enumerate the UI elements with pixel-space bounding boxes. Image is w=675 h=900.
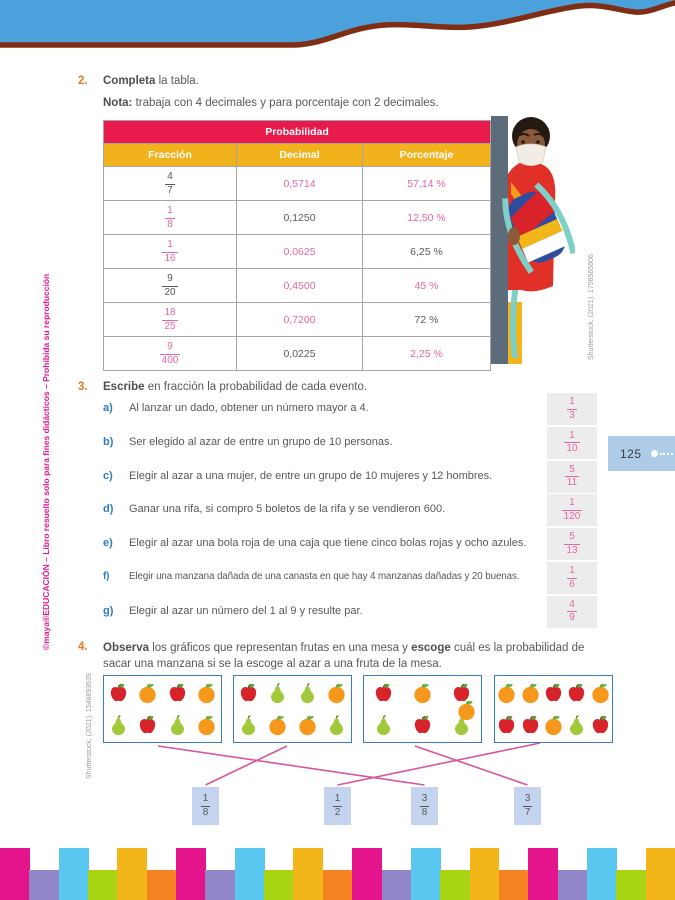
item-label: c) bbox=[103, 469, 113, 482]
orange-fruit bbox=[195, 714, 218, 737]
orange-icon bbox=[325, 682, 348, 705]
item-label: b) bbox=[103, 435, 114, 448]
exercise2-title-rest: la tabla. bbox=[155, 75, 199, 87]
item-text: Elegir al azar a una mujer, de entre un grupo de 10 mujeres y 12 hombres. bbox=[129, 469, 493, 482]
footer-bar bbox=[558, 870, 588, 900]
credit-left: Shutterstock, (2021). 1548893639 bbox=[86, 673, 93, 779]
fruit-box bbox=[494, 675, 613, 743]
apple-icon bbox=[589, 714, 612, 737]
orange-icon bbox=[589, 682, 612, 705]
exercise3-item bbox=[103, 436, 548, 448]
exercise2-title-bold: Completa bbox=[103, 75, 156, 87]
footer-bar bbox=[117, 848, 147, 900]
pear-fruit bbox=[166, 714, 189, 737]
fruit-row bbox=[104, 710, 221, 740]
item-label: a) bbox=[103, 402, 113, 414]
match-line bbox=[415, 746, 528, 785]
item-text: Elegir al azar una bola roja de una caja que tiene cinco bolas rojas y ocho azules. bbox=[129, 537, 527, 550]
pear-fruit bbox=[266, 682, 289, 705]
footer-bar bbox=[587, 848, 617, 900]
item-label: d) bbox=[103, 503, 114, 516]
apple-fruit bbox=[136, 714, 159, 737]
column-header-porcentaje: Porcentaje bbox=[363, 144, 491, 167]
orange-fruit bbox=[325, 682, 348, 705]
percentage-cell: 6,25 % bbox=[363, 235, 491, 269]
orange-fruit bbox=[411, 682, 434, 705]
fruit-row bbox=[234, 678, 351, 708]
orange-fruit bbox=[542, 714, 565, 737]
fruit-box bbox=[363, 675, 482, 743]
footer-bar bbox=[293, 848, 323, 900]
column-header-fraccion: Fracción bbox=[104, 144, 237, 167]
exercise3-item bbox=[103, 605, 548, 617]
table-row bbox=[104, 167, 491, 201]
table-row bbox=[104, 337, 491, 371]
item-label: e) bbox=[103, 537, 113, 550]
table-row bbox=[104, 303, 491, 337]
pear-fruit bbox=[296, 682, 319, 705]
apple-icon bbox=[237, 682, 260, 705]
credit-right: Shutterstock, (2021). 1798565806 bbox=[588, 254, 595, 360]
fraction-value: $\frac{1}{16}$ bbox=[164, 239, 176, 264]
orange-icon bbox=[195, 714, 218, 737]
apple-fruit bbox=[495, 714, 518, 737]
exercise3-item bbox=[103, 470, 548, 482]
apple-fruit bbox=[589, 714, 612, 737]
answer-fraction: $\frac{1}{10}$ bbox=[566, 429, 578, 455]
badge-dot-icon bbox=[651, 450, 658, 457]
fruit-row bbox=[495, 678, 612, 708]
column-header-decimal: Decimal bbox=[237, 144, 363, 167]
exercise3-item bbox=[103, 503, 548, 515]
exercise3-item bbox=[103, 537, 548, 549]
top-wave-decoration bbox=[0, 0, 675, 62]
fraction-value: $\frac{1}{8}$ bbox=[167, 205, 173, 230]
footer-bar bbox=[264, 870, 294, 900]
orange-fruit bbox=[495, 682, 518, 705]
answer-box bbox=[547, 427, 597, 459]
option-fraction: $\frac{3}{8}$ bbox=[421, 793, 428, 818]
exercise4-number: 4. bbox=[78, 641, 88, 653]
answer-fraction: $\frac{1}{120}$ bbox=[563, 497, 581, 522]
footer-bar bbox=[0, 848, 30, 900]
footer-bar bbox=[646, 848, 675, 900]
apple-icon bbox=[136, 714, 159, 737]
publisher-side-text bbox=[41, 274, 51, 650]
percentage-cell: 57,14 % bbox=[363, 167, 491, 201]
fraction-cell bbox=[104, 201, 237, 235]
exercise4-title-bold2: escoge bbox=[411, 642, 451, 654]
option-box bbox=[411, 787, 438, 825]
orange-icon bbox=[411, 682, 434, 705]
exercise2-note-rest: trabaja con 4 decimales y para porcentaje con 2 decimales. bbox=[132, 97, 439, 109]
percentage-cell: 45 % bbox=[363, 269, 491, 303]
item-text: Elegir una manzana dañada de una canasta en que hay 4 manzanas dañadas y 20 buenas. bbox=[129, 571, 520, 582]
pear-icon bbox=[372, 714, 395, 737]
table-row bbox=[104, 235, 491, 269]
footer-bar bbox=[88, 870, 118, 900]
decimal-cell: 0,5714 bbox=[237, 167, 363, 201]
exercise3-title bbox=[103, 381, 367, 393]
exercise2-number: 2. bbox=[78, 75, 88, 87]
percentage-cell: 12,50 % bbox=[363, 201, 491, 235]
fraction-cell bbox=[104, 337, 237, 371]
exercise4-title-bold1: Observa bbox=[103, 642, 150, 654]
fruit-row bbox=[104, 678, 221, 708]
brand-name: maya bbox=[41, 621, 51, 644]
item-text: Al lanzar un dado, obtener un número mayor a 4. bbox=[129, 402, 369, 414]
table-title: Probabilidad bbox=[104, 121, 491, 144]
orange-icon bbox=[495, 682, 518, 705]
pear-icon bbox=[107, 714, 130, 737]
answer-box bbox=[547, 528, 597, 560]
item-text: Ganar una rifa, si compro 5 boletos de la rifa y se vendieron 600. bbox=[129, 503, 446, 516]
pear-fruit bbox=[372, 714, 395, 737]
item-text: Elegir al azar un número del 1 al 9 y resulte par. bbox=[129, 604, 363, 617]
fraction-value: $\frac{9}{20}$ bbox=[164, 273, 176, 298]
prob-table-body bbox=[104, 167, 491, 371]
footer-bar bbox=[59, 848, 89, 900]
pear-icon bbox=[325, 714, 348, 737]
option-fraction: $\frac{3}{7}$ bbox=[524, 793, 531, 818]
decimal-cell: 0,7200 bbox=[237, 303, 363, 337]
footer-bar bbox=[205, 870, 235, 900]
orange-fruit bbox=[296, 714, 319, 737]
badge-dotted-line bbox=[660, 453, 673, 455]
decimal-cell: 0,0225 bbox=[237, 337, 363, 371]
orange-icon bbox=[136, 682, 159, 705]
decimal-cell: 0,4500 bbox=[237, 269, 363, 303]
fraction-cell bbox=[104, 167, 237, 201]
match-line bbox=[158, 746, 425, 785]
orange-icon bbox=[542, 714, 565, 737]
orange-icon bbox=[195, 682, 218, 705]
answer-fraction: $\frac{4}{9}$ bbox=[569, 598, 575, 624]
fruit-row bbox=[495, 710, 612, 740]
fraction-value: $\frac{18}{25}$ bbox=[164, 307, 176, 332]
exercise2-note-bold: Nota: bbox=[103, 97, 133, 109]
footer-bar bbox=[323, 870, 353, 900]
exercise2-note bbox=[103, 97, 439, 109]
footer-bar bbox=[616, 870, 646, 900]
apple-icon bbox=[166, 682, 189, 705]
answer-box bbox=[547, 393, 597, 425]
orange-icon bbox=[296, 714, 319, 737]
fruit-row bbox=[234, 710, 351, 740]
probability-table bbox=[103, 120, 491, 371]
orange-icon bbox=[266, 714, 289, 737]
orange-icon bbox=[519, 682, 542, 705]
apple-icon bbox=[519, 714, 542, 737]
apple-icon bbox=[107, 682, 130, 705]
apple-icon bbox=[542, 682, 565, 705]
item-label: g) bbox=[103, 604, 114, 617]
match-line bbox=[206, 746, 288, 785]
pear-fruit bbox=[107, 714, 130, 737]
fraction-cell bbox=[104, 235, 237, 269]
gray-bar bbox=[491, 116, 508, 364]
exercise4-title-mid: los gráficos que representan frutas en una mesa y bbox=[149, 642, 412, 654]
pear-icon bbox=[237, 714, 260, 737]
option-box bbox=[324, 787, 351, 825]
orange-icon bbox=[455, 699, 478, 722]
orange-fruit bbox=[195, 682, 218, 705]
option-fraction: $\frac{1}{2}$ bbox=[334, 793, 341, 818]
apple-icon bbox=[411, 714, 434, 737]
apple-fruit bbox=[237, 682, 260, 705]
answer-box bbox=[547, 562, 597, 594]
footer-bar bbox=[29, 870, 59, 900]
apple-fruit bbox=[372, 682, 395, 705]
apple-fruit bbox=[107, 682, 130, 705]
orange-fruit bbox=[455, 699, 478, 722]
page-number: 125 bbox=[620, 446, 642, 461]
footer-bar bbox=[440, 870, 470, 900]
footer-bar bbox=[235, 848, 265, 900]
exercise3-item bbox=[103, 571, 548, 582]
exercise4-title bbox=[103, 641, 608, 672]
copyright-symbol: © bbox=[41, 643, 51, 650]
apple-icon bbox=[565, 682, 588, 705]
orange-fruit bbox=[519, 682, 542, 705]
item-label: f) bbox=[103, 571, 110, 582]
answer-fraction: $\frac{1}{3}$ bbox=[569, 396, 575, 421]
exercise4-title-rest: cuál es la probabilidad de sacar una manzana si se la escoge al azar a una fruta de la mesa. bbox=[103, 642, 585, 670]
footer-bar bbox=[176, 848, 206, 900]
pear-icon bbox=[266, 682, 289, 705]
answer-box bbox=[547, 596, 597, 628]
percentage-cell: 72 % bbox=[363, 303, 491, 337]
boy-illustration bbox=[487, 116, 575, 364]
apple-fruit bbox=[519, 714, 542, 737]
footer-bar bbox=[352, 848, 382, 900]
apple-fruit bbox=[166, 682, 189, 705]
orange-fruit bbox=[266, 714, 289, 737]
fraction-value: $\frac{4}{7}$ bbox=[167, 171, 173, 196]
decimal-cell: 0,1250 bbox=[237, 201, 363, 235]
percentage-cell: 2,25 % bbox=[363, 337, 491, 371]
item-text: Ser elegido al azar de entre un grupo de 10 personas. bbox=[129, 435, 393, 448]
exercise2-title bbox=[103, 75, 199, 87]
orange-fruit bbox=[136, 682, 159, 705]
footer-bar bbox=[528, 848, 558, 900]
option-box bbox=[514, 787, 541, 825]
answer-box bbox=[547, 461, 597, 493]
pear-fruit bbox=[237, 714, 260, 737]
decimal-cell: 0,0625 bbox=[237, 235, 363, 269]
table-row bbox=[104, 201, 491, 235]
option-fraction: $\frac{1}{8}$ bbox=[202, 793, 209, 818]
option-box bbox=[192, 787, 219, 825]
answer-fraction: $\frac{1}{6}$ bbox=[569, 565, 575, 590]
answer-box bbox=[547, 494, 597, 526]
pear-fruit bbox=[565, 714, 588, 737]
match-line bbox=[338, 743, 541, 785]
table-row bbox=[104, 269, 491, 303]
apple-fruit bbox=[411, 714, 434, 737]
pear-icon bbox=[296, 682, 319, 705]
footer-bar bbox=[470, 848, 500, 900]
exercise3-title-bold: Escribe bbox=[103, 381, 145, 393]
orange-fruit bbox=[589, 682, 612, 705]
answer-fraction: $\frac{5}{13}$ bbox=[566, 531, 578, 556]
page-number-badge bbox=[608, 436, 675, 471]
apple-fruit bbox=[542, 682, 565, 705]
fraction-cell bbox=[104, 269, 237, 303]
exercise3-number: 3. bbox=[78, 381, 88, 393]
exercise3-item bbox=[103, 402, 548, 414]
fraction-cell bbox=[104, 303, 237, 337]
footer-bar bbox=[382, 870, 412, 900]
footer-bar bbox=[499, 870, 529, 900]
exercise3-title-rest: en fracción la probabilidad de cada evento. bbox=[144, 381, 368, 393]
footer-bar bbox=[411, 848, 441, 900]
side-text-rest: ®EDUCACIÓN – Libro resuelto solo para fines didácticos – Prohibida su reproducción bbox=[41, 273, 51, 622]
footer-bar bbox=[147, 870, 177, 900]
pear-fruit bbox=[325, 714, 348, 737]
apple-fruit bbox=[565, 682, 588, 705]
fruit-box bbox=[233, 675, 352, 743]
answer-fraction: $\frac{5}{11}$ bbox=[566, 463, 578, 489]
pear-icon bbox=[565, 714, 588, 737]
fruit-box bbox=[103, 675, 222, 743]
apple-icon bbox=[495, 714, 518, 737]
pear-icon bbox=[166, 714, 189, 737]
fraction-value: $\frac{9}{400}$ bbox=[161, 341, 179, 366]
apple-icon bbox=[372, 682, 395, 705]
